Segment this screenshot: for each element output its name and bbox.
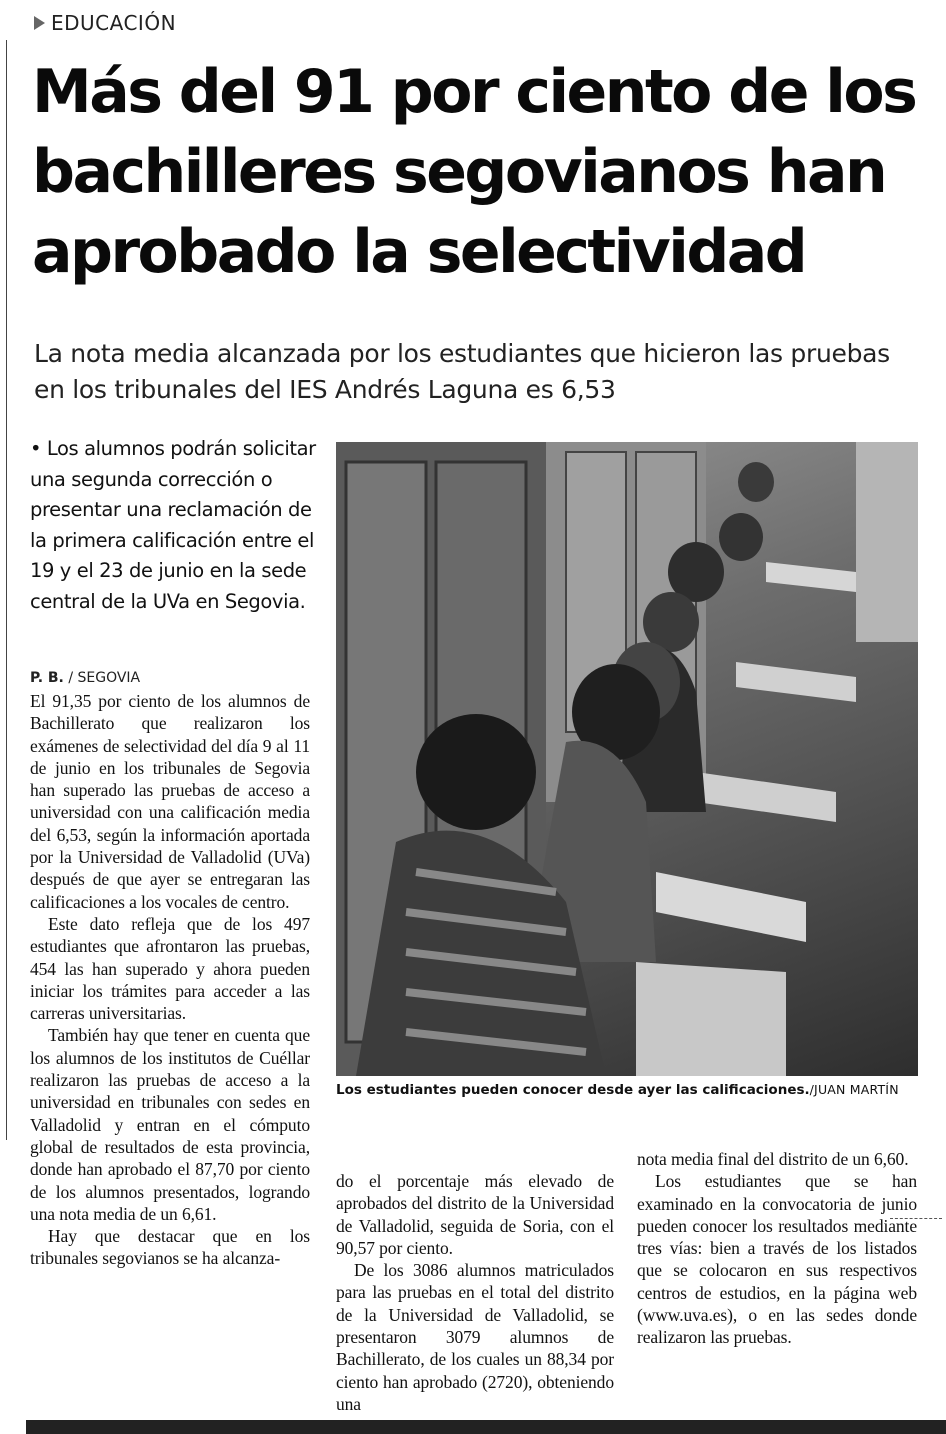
highlight-box: • Los alumnos podrán solicitar una segunda corrección o presentar una reclamación de la primera calificación entre el 19 y el 23 de junio en la sede central de la UVa en Segovia. <box>30 437 316 613</box>
paragraph: El 91,35 por ciento de los alumnos de Bachillerato que realizaron los exámenes de selectividad del día 9 al 11 de junio en los tribunales de Segovia han superado las pruebas de acceso a universidad con una calificación media del 6,53, según la información aportada por la Universidad de Valladolid (UVa) después de que ayer se entregaran las calificaciones a los vocales de centro. <box>30 691 310 912</box>
byline-author: P. B. <box>30 670 64 686</box>
column-rule <box>6 40 7 1140</box>
photo-caption <box>336 1082 936 1098</box>
news-photo <box>336 442 918 1076</box>
paragraph: nota media final del distrito de un 6,60. <box>637 1149 909 1169</box>
byline <box>30 670 140 686</box>
article-column-1 <box>30 690 310 1270</box>
paragraph: También hay que tener en cuenta que los alumnos de los institutos de Cuéllar realizaron las pruebas de acceso a la universidad en tribunales con sedes en Valladolid y entran en el cómputo global de resultados de esta provincia, donde han aprobado el 87,70 por ciento de los alumnos presentados, logrando una nota media de un 6,61. <box>30 1025 310 1224</box>
article-column-2 <box>336 1170 614 1415</box>
dashed-rule <box>890 1218 942 1219</box>
paragraph: do el porcentaje más elevado de aprobados del distrito de la Universidad de Valladolid, seguida de Soria, con el 90,57 por ciento. <box>336 1171 614 1258</box>
paragraph: De los 3086 alumnos matriculados para las pruebas en el total del distrito de la Universidad de Valladolid, se presentaron 3079 alumnos de Bachillerato, de los cuales un 88,34 por ciento han aprobado (2720), obteniendo una <box>336 1260 614 1414</box>
paragraph: Hay que destacar que en los tribunales segovianos se ha alcanza- <box>30 1226 310 1269</box>
byline-place: / SEGOVIA <box>63 670 141 686</box>
paragraph: Los estudiantes que se han examinado en la convocatoria de junio pueden conocer los resultados mediante tres vías: bien a través de los listados que se colocaron en sus respectivos centros de estudios, en la página web (www.uva.es), o en las sedes donde realizaron las pruebas. <box>637 1171 917 1348</box>
photo-credit: /JUAN MARTÍN <box>809 1082 899 1097</box>
headline: Más del 91 por ciento de los bachilleres segovianos han aprobado la selectividad <box>32 57 916 287</box>
triangle-bullet-icon <box>34 16 45 30</box>
bottom-bar <box>26 1420 946 1434</box>
photo-caption-text: Los estudiantes pueden conocer desde ayer las calificaciones. <box>336 1082 810 1098</box>
paragraph: Este dato refleja que de los 497 estudiantes que afrontaron las pruebas, 454 las han superado y ahora pueden iniciar los trámites para acceder a las carreras universitarias. <box>30 913 310 1024</box>
subheadline: La nota media alcanzada por los estudiantes que hicieron las pruebas en los tribunales del IES Andrés Laguna es 6,53 <box>34 339 890 404</box>
section-label-text: EDUCACIÓN <box>51 11 177 35</box>
classroom-illustration <box>336 442 918 1076</box>
section-label <box>34 10 176 36</box>
article-column-3 <box>637 1148 917 1349</box>
